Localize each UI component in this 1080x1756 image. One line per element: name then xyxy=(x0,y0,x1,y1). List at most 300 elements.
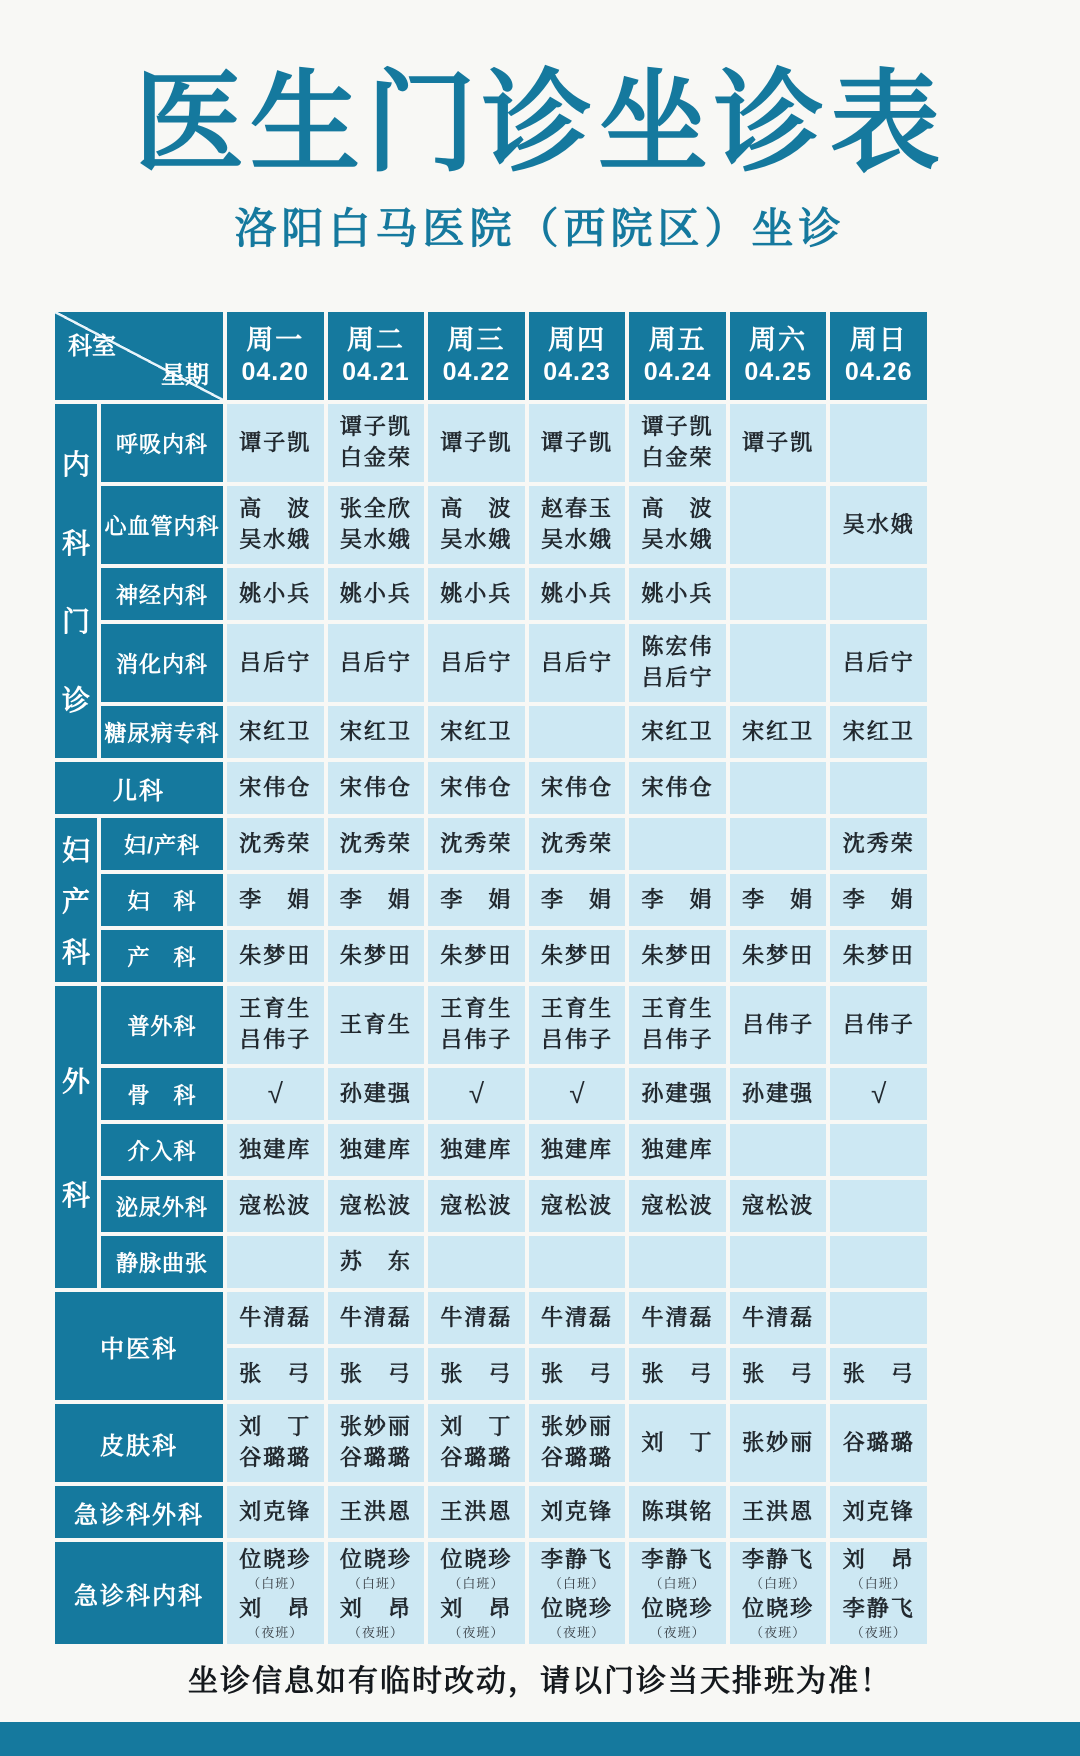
shift-label: （白班） xyxy=(247,1575,304,1591)
doctor-name: 王育生 xyxy=(641,996,714,1022)
schedule-cell xyxy=(629,1348,726,1400)
doctor-name: 位晓珍 xyxy=(339,1547,412,1573)
schedule-cell xyxy=(730,986,827,1064)
doctor-name: 朱梦田 xyxy=(842,942,915,968)
schedule-cell xyxy=(529,1348,626,1400)
schedule-cell xyxy=(830,1124,927,1176)
group-label xyxy=(55,818,97,982)
schedule-cell xyxy=(328,818,425,870)
doctor-name: 吕后宁 xyxy=(339,649,412,675)
doctor-name: 谭子凯 xyxy=(641,414,714,440)
doctor-name: 姚小兵 xyxy=(339,580,412,606)
schedule-cell xyxy=(629,986,726,1064)
doctor-name: 独建库 xyxy=(339,1136,412,1162)
schedule-cell xyxy=(227,624,324,702)
schedule-cell xyxy=(428,486,525,564)
schedule-cell xyxy=(328,706,425,758)
schedule-cell xyxy=(529,762,626,814)
day-header xyxy=(830,312,927,400)
schedule-cell xyxy=(629,1292,726,1344)
doctor-name: 牛清磊 xyxy=(339,1304,412,1330)
schedule-cell xyxy=(629,930,726,982)
schedule-cell xyxy=(328,1236,425,1288)
doctor-name: 姚小兵 xyxy=(540,580,613,606)
day-label: 周三 xyxy=(447,324,506,355)
doctor-shift-entry xyxy=(642,1595,714,1640)
doctor-name: 吕伟子 xyxy=(842,1011,915,1037)
doctor-name: 寇松波 xyxy=(339,1192,412,1218)
day-header xyxy=(428,312,525,400)
schedule-cell xyxy=(629,818,726,870)
doctor-name: 朱梦田 xyxy=(339,942,412,968)
doctor-name: 谭子凯 xyxy=(339,414,412,440)
doctor-name: 位晓珍 xyxy=(641,1596,714,1621)
schedule-cell xyxy=(730,818,827,870)
shift-label: （白班） xyxy=(548,1575,605,1591)
doctor-shift-entry xyxy=(340,1595,412,1640)
schedule-cell xyxy=(629,1068,726,1120)
schedule-cell xyxy=(328,486,425,564)
schedule-cell xyxy=(830,1404,927,1482)
doctor-name: 李 娟 xyxy=(742,886,815,912)
doctor-name: 宋伟仓 xyxy=(239,774,312,800)
schedule-cell xyxy=(730,1486,827,1538)
footer-note: 坐诊信息如有临时改动，请以门诊当天排班为准！ xyxy=(188,1665,892,1698)
day-label: 周五 xyxy=(648,324,707,355)
doctor-name: 白金荣 xyxy=(641,445,714,470)
doctor-name: 李 娟 xyxy=(540,886,613,912)
doctor-shift-entry xyxy=(642,1546,714,1591)
doctor-name: 姚小兵 xyxy=(440,580,513,606)
doctor-name: 李 娟 xyxy=(842,886,915,912)
schedule-cell xyxy=(730,404,827,482)
shift-label: （夜班） xyxy=(548,1624,605,1640)
doctor-name: 吕伟子 xyxy=(440,1027,513,1052)
schedule-cell xyxy=(830,1236,927,1288)
schedule-cell xyxy=(730,762,827,814)
shift-label: （白班） xyxy=(347,1575,404,1591)
doctor-name: 宋红卫 xyxy=(842,718,915,744)
group-label: 儿科 xyxy=(55,762,223,814)
doctor-name: 姚小兵 xyxy=(239,580,312,606)
doctor-name: 位晓珍 xyxy=(540,1596,613,1621)
doctor-name: 朱梦田 xyxy=(440,942,513,968)
schedule-cell xyxy=(830,1292,927,1344)
day-label: 周日 xyxy=(849,324,908,355)
corner-label-week: 星期 xyxy=(161,362,209,389)
schedule-cell xyxy=(328,986,425,1064)
schedule-cell xyxy=(529,818,626,870)
shift-label: （夜班） xyxy=(347,1624,404,1640)
doctor-name: 刘 丁 xyxy=(440,1414,513,1440)
schedule-cell xyxy=(730,706,827,758)
schedule-cell xyxy=(428,1542,525,1644)
schedule-cell xyxy=(227,568,324,620)
schedule-cell xyxy=(428,930,525,982)
group-label-char: 妇 xyxy=(61,835,90,866)
doctor-name: 寇松波 xyxy=(440,1192,513,1218)
schedule-cell xyxy=(227,874,324,926)
group-label: 急诊科内科 xyxy=(55,1542,223,1644)
schedule-cell xyxy=(428,1236,525,1288)
schedule-cell xyxy=(629,1180,726,1232)
doctor-name: 张妙丽 xyxy=(742,1429,815,1455)
schedule-cell xyxy=(830,1068,927,1120)
doctor-name: 谷璐璐 xyxy=(540,1445,613,1470)
schedule-cell xyxy=(328,1124,425,1176)
corner-cell xyxy=(55,312,223,400)
schedule-cell xyxy=(328,1180,425,1232)
group-label: 皮肤科 xyxy=(55,1404,223,1482)
schedule-cell xyxy=(629,1542,726,1644)
doctor-name: 谷璐璐 xyxy=(842,1429,915,1455)
schedule-cell xyxy=(227,1542,324,1644)
doctor-name: 朱梦田 xyxy=(742,942,815,968)
doctor-name: 王洪恩 xyxy=(440,1498,513,1524)
checkmark: √ xyxy=(267,1077,283,1109)
dept-label: 普外科 xyxy=(101,986,223,1064)
bottom-bar xyxy=(0,1722,1080,1756)
doctor-name: 沈秀荣 xyxy=(440,830,513,856)
shift-label: （白班） xyxy=(750,1575,807,1591)
doctor-name: 吕伟子 xyxy=(742,1011,815,1037)
schedule-cell xyxy=(629,762,726,814)
doctor-name: 赵春玉 xyxy=(540,496,613,522)
doctor-name: 张 弓 xyxy=(842,1360,915,1386)
schedule-cell xyxy=(730,624,827,702)
dept-label: 妇 科 xyxy=(101,874,223,926)
schedule-cell xyxy=(328,568,425,620)
doctor-name: 李静飞 xyxy=(540,1547,613,1573)
doctor-name: 宋红卫 xyxy=(239,718,312,744)
doctor-name: 谭子凯 xyxy=(742,429,815,455)
doctor-name: 张妙丽 xyxy=(339,1414,412,1440)
doctor-name: 独建库 xyxy=(239,1136,312,1162)
schedule-cell xyxy=(227,706,324,758)
day-header xyxy=(227,312,324,400)
schedule-cell xyxy=(428,1404,525,1482)
doctor-name: 位晓珍 xyxy=(440,1547,513,1573)
doctor-name: 牛清磊 xyxy=(742,1304,815,1330)
doctor-name: 谷璐璐 xyxy=(440,1445,513,1470)
doctor-name: 吕伟子 xyxy=(641,1027,714,1052)
dept-label: 产 科 xyxy=(101,930,223,982)
doctor-name: 张 弓 xyxy=(339,1360,412,1386)
day-date: 04.22 xyxy=(442,358,511,387)
doctor-name: 张 弓 xyxy=(239,1360,312,1386)
doctor-name: 刘 丁 xyxy=(239,1414,312,1440)
doctor-name: 朱梦田 xyxy=(239,942,312,968)
schedule-cell xyxy=(629,404,726,482)
schedule-cell xyxy=(428,1486,525,1538)
shift-label: （白班） xyxy=(649,1575,706,1591)
schedule-cell xyxy=(428,986,525,1064)
dept-label: 心血管内科 xyxy=(101,486,223,564)
schedule-cell xyxy=(629,624,726,702)
doctor-shift-entry xyxy=(843,1546,915,1591)
schedule-cell xyxy=(428,404,525,482)
shift-label: （夜班） xyxy=(850,1624,907,1640)
day-date: 04.23 xyxy=(543,358,611,387)
schedule-cell xyxy=(629,486,726,564)
doctor-shift-entry xyxy=(340,1546,412,1591)
page-subtitle: 洛阳白马医院（西院区）坐诊 xyxy=(234,204,846,252)
shift-label: （夜班） xyxy=(448,1624,505,1640)
doctor-name: 李静飞 xyxy=(641,1547,714,1573)
shift-label: （夜班） xyxy=(247,1624,304,1640)
schedule-cell xyxy=(227,1404,324,1482)
doctor-shift-entry xyxy=(239,1546,311,1591)
schedule-cell xyxy=(529,1068,626,1120)
schedule-cell xyxy=(529,874,626,926)
doctor-name: 高 波 xyxy=(239,496,312,522)
doctor-name: 沈秀荣 xyxy=(339,830,412,856)
doctor-name: 吕伟子 xyxy=(540,1027,613,1052)
doctor-name: 王育生 xyxy=(339,1011,412,1037)
doctor-name: 沈秀荣 xyxy=(842,830,915,856)
doctor-shift-entry xyxy=(843,1595,915,1640)
doctor-name: 谷璐璐 xyxy=(239,1445,312,1470)
schedule-cell xyxy=(428,624,525,702)
schedule-cell xyxy=(830,986,927,1064)
schedule-cell xyxy=(529,568,626,620)
schedule-cell xyxy=(629,1124,726,1176)
schedule-cell xyxy=(830,1542,927,1644)
schedule-cell xyxy=(629,1486,726,1538)
schedule-cell xyxy=(227,762,324,814)
doctor-name: 宋伟仓 xyxy=(540,774,613,800)
doctor-shift-entry xyxy=(541,1595,613,1640)
doctor-name: 沈秀荣 xyxy=(540,830,613,856)
doctor-name: 吴水娥 xyxy=(540,527,613,552)
dept-label: 消化内科 xyxy=(101,624,223,702)
doctor-name: 宋红卫 xyxy=(440,718,513,744)
dept-label: 泌尿外科 xyxy=(101,1180,223,1232)
doctor-name: 王育生 xyxy=(440,996,513,1022)
doctor-name: 吕后宁 xyxy=(440,649,513,675)
doctor-name: 宋伟仓 xyxy=(641,774,714,800)
doctor-name: 谭子凯 xyxy=(239,429,312,455)
doctor-name: 张 弓 xyxy=(440,1360,513,1386)
checkmark: √ xyxy=(871,1077,887,1109)
schedule-cell xyxy=(730,1292,827,1344)
dept-label: 妇/产科 xyxy=(101,818,223,870)
doctor-name: 孙建强 xyxy=(742,1080,815,1106)
doctor-shift-entry xyxy=(239,1595,311,1640)
doctor-name: 吴水娥 xyxy=(842,511,915,537)
doctor-name: 刘克锋 xyxy=(842,1498,915,1524)
doctor-name: 吕后宁 xyxy=(842,649,915,675)
schedule-cell xyxy=(328,404,425,482)
schedule-cell xyxy=(529,706,626,758)
schedule-cell xyxy=(328,930,425,982)
schedule-cell xyxy=(529,986,626,1064)
schedule-cell xyxy=(529,1292,626,1344)
day-date: 04.25 xyxy=(744,358,812,387)
corner-label-dept: 科室 xyxy=(68,333,116,360)
group-label-char: 门 xyxy=(61,606,90,638)
doctor-name: 位晓珍 xyxy=(239,1547,312,1573)
schedule-cell xyxy=(428,1124,525,1176)
doctor-name: 吕伟子 xyxy=(239,1027,312,1052)
doctor-name: 刘 昂 xyxy=(440,1596,513,1621)
doctor-name: 刘 昂 xyxy=(842,1547,915,1573)
doctor-name: 张妙丽 xyxy=(540,1414,613,1440)
day-label: 周六 xyxy=(749,324,808,355)
day-date: 04.26 xyxy=(844,358,913,387)
doctor-name: 寇松波 xyxy=(742,1192,815,1218)
checkmark: √ xyxy=(569,1077,585,1109)
schedule-table xyxy=(55,312,927,1644)
schedule-cell xyxy=(428,818,525,870)
schedule-cell xyxy=(428,1068,525,1120)
group-label-char: 科 xyxy=(61,937,90,968)
doctor-name: 李 娟 xyxy=(239,886,312,912)
doctor-name: 牛清磊 xyxy=(239,1304,312,1330)
schedule-cell xyxy=(830,486,927,564)
schedule-cell xyxy=(629,1404,726,1482)
schedule-cell xyxy=(227,404,324,482)
dept-label: 呼吸内科 xyxy=(101,404,223,482)
schedule-cell xyxy=(830,1486,927,1538)
doctor-name: 王洪恩 xyxy=(742,1498,815,1524)
schedule-cell xyxy=(529,1404,626,1482)
doctor-name: 孙建强 xyxy=(641,1080,714,1106)
doctor-name: 宋伟仓 xyxy=(440,774,513,800)
doctor-name: 刘 昂 xyxy=(339,1596,412,1621)
schedule-cell xyxy=(629,568,726,620)
doctor-name: 刘克锋 xyxy=(239,1498,312,1524)
schedule-cell xyxy=(830,874,927,926)
doctor-name: 独建库 xyxy=(641,1136,714,1162)
schedule-cell xyxy=(227,1292,324,1344)
schedule-cell xyxy=(529,930,626,982)
dept-label: 神经内科 xyxy=(101,568,223,620)
schedule-cell xyxy=(529,624,626,702)
doctor-shift-entry xyxy=(742,1595,814,1640)
schedule-cell xyxy=(730,1542,827,1644)
page-title: 医生门诊坐诊表 xyxy=(134,62,946,185)
schedule-cell xyxy=(328,1542,425,1644)
doctor-name: 位晓珍 xyxy=(742,1596,815,1621)
day-date: 04.21 xyxy=(342,358,410,387)
doctor-name: 张 弓 xyxy=(742,1360,815,1386)
doctor-name: 张 弓 xyxy=(641,1360,714,1386)
group-label xyxy=(55,404,97,758)
day-header xyxy=(529,312,626,400)
doctor-name: 张 弓 xyxy=(540,1360,613,1386)
doctor-name: 寇松波 xyxy=(540,1192,613,1218)
doctor-name: 王洪恩 xyxy=(339,1498,412,1524)
doctor-name: 吴水娥 xyxy=(339,527,412,552)
group-label: 中医科 xyxy=(55,1292,223,1400)
doctor-name: 吴水娥 xyxy=(440,527,513,552)
schedule-cell xyxy=(730,874,827,926)
dept-label: 介入科 xyxy=(101,1124,223,1176)
doctor-name: 吴水娥 xyxy=(641,527,714,552)
day-header xyxy=(328,312,425,400)
doctor-shift-entry xyxy=(742,1546,814,1591)
schedule-cell xyxy=(227,1180,324,1232)
schedule-cell xyxy=(730,486,827,564)
doctor-name: 寇松波 xyxy=(641,1192,714,1218)
checkmark: √ xyxy=(468,1077,485,1109)
doctor-name: 李 娟 xyxy=(339,886,412,912)
doctor-name: 谭子凯 xyxy=(440,429,513,455)
schedule-cell xyxy=(730,568,827,620)
schedule-cell xyxy=(227,930,324,982)
doctor-name: 牛清磊 xyxy=(540,1304,613,1330)
doctor-name: 苏 东 xyxy=(339,1248,412,1274)
doctor-name: 刘 丁 xyxy=(641,1429,714,1455)
doctor-name: 沈秀荣 xyxy=(239,830,312,856)
schedule-cell xyxy=(328,762,425,814)
doctor-shift-entry xyxy=(541,1546,613,1591)
group-label-char: 内 xyxy=(61,448,90,480)
doctor-name: 刘 昂 xyxy=(239,1596,312,1621)
doctor-name: 姚小兵 xyxy=(641,580,714,606)
dept-label: 糖尿病专科 xyxy=(101,706,223,758)
schedule-cell xyxy=(328,1292,425,1344)
schedule-cell xyxy=(730,1236,827,1288)
dept-label: 静脉曲张 xyxy=(101,1236,223,1288)
schedule-cell xyxy=(830,762,927,814)
group-label: 急诊科外科 xyxy=(55,1486,223,1538)
schedule-cell xyxy=(529,1486,626,1538)
schedule-cell xyxy=(227,1486,324,1538)
schedule-cell xyxy=(428,1180,525,1232)
doctor-name: 宋伟仓 xyxy=(339,774,412,800)
shift-label: （白班） xyxy=(448,1575,505,1591)
doctor-name: 寇松波 xyxy=(239,1192,312,1218)
doctor-name: 李静飞 xyxy=(842,1596,915,1621)
day-label: 周一 xyxy=(246,324,305,355)
schedule-cell xyxy=(428,762,525,814)
day-date: 04.20 xyxy=(241,358,310,387)
doctor-name: 李静飞 xyxy=(742,1547,815,1573)
schedule-cell xyxy=(730,1180,827,1232)
schedule-cell xyxy=(328,624,425,702)
schedule-cell xyxy=(629,1236,726,1288)
doctor-name: 独建库 xyxy=(440,1136,513,1162)
schedule-cell xyxy=(227,1068,324,1120)
doctor-name: 牛清磊 xyxy=(641,1304,714,1330)
doctor-name: 朱梦田 xyxy=(540,942,613,968)
shift-label: （夜班） xyxy=(750,1624,807,1640)
day-label: 周二 xyxy=(346,324,405,355)
doctor-name: 张全欣 xyxy=(339,496,412,522)
schedule-cell xyxy=(529,1180,626,1232)
schedule-cell xyxy=(227,486,324,564)
doctor-name: 李 娟 xyxy=(641,886,714,912)
schedule-cell xyxy=(529,1124,626,1176)
group-label xyxy=(55,986,97,1288)
day-date: 04.24 xyxy=(643,358,712,387)
schedule-cell xyxy=(529,1236,626,1288)
group-label-char: 科 xyxy=(61,527,90,559)
schedule-cell xyxy=(328,1348,425,1400)
shift-label: （夜班） xyxy=(649,1624,706,1640)
schedule-cell xyxy=(629,874,726,926)
schedule-cell xyxy=(428,874,525,926)
schedule-cell xyxy=(428,568,525,620)
doctor-name: 高 波 xyxy=(641,496,714,522)
schedule-cell xyxy=(830,1348,927,1400)
doctor-name: 陈琪铭 xyxy=(641,1498,714,1524)
doctor-name: 谭子凯 xyxy=(540,429,613,455)
group-label-char: 诊 xyxy=(61,685,90,717)
schedule-cell xyxy=(529,404,626,482)
